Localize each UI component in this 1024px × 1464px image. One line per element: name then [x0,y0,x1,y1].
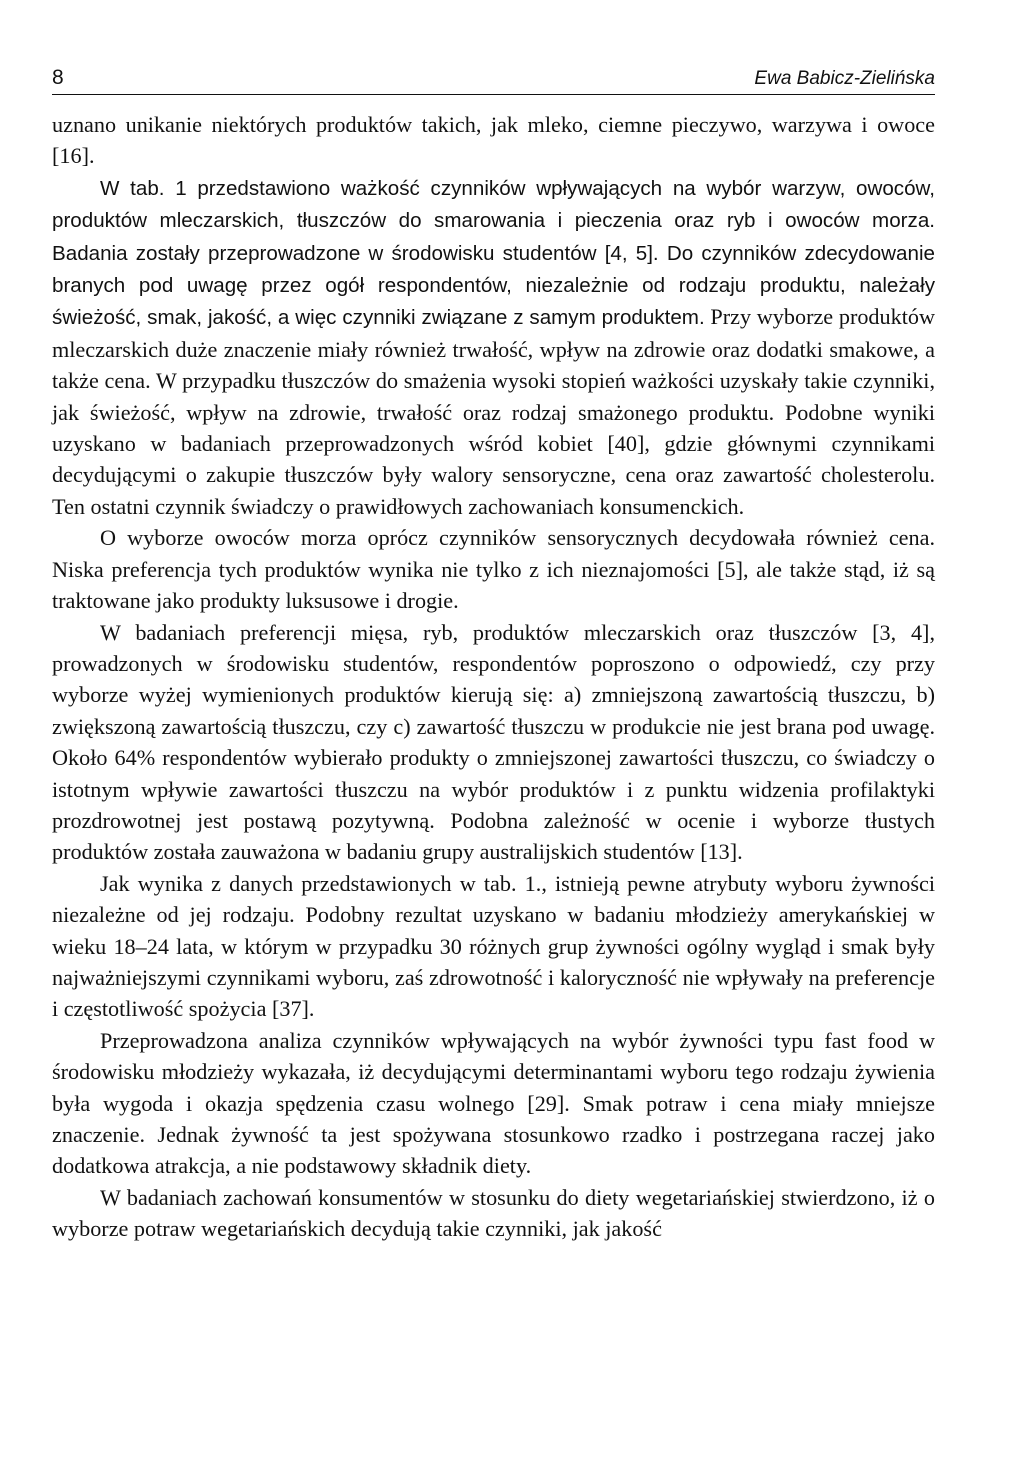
paragraph-fast-food: Przeprowadzona analiza czynników wpływających na wybór żywności typu fast food w środowisku młodzieży wykazała, iż decydującymi determinantami wyboru tego rodzaju żywienia była wygoda i okazja spędzenia czasu wolnego [29]. Smak potraw i cena miały mniejsze znaczenie. Jednak żywność ta jest spożywana stosunkowo rzadko i postrzegana raczej jako dodatkowa atrakcja, a nie podstawowy składnik diety. [52,1027,935,1179]
document-page [52,60,935,1245]
paragraph-table-factors [52,172,935,522]
paragraph-table-factors-part2: Przy wyborze produktów mleczarskich duże znaczenie miały również trwałość, wpływ na zdrowie oraz dodatki smakowe, a także cena. W przypadku tłuszczów do smażenia wysoki stopień ważkości uzyskały takie czynniki, jak świeżość, wpływ na zdrowie, trwałość oraz rodzaj smażonego produktu. Podobne wyniki uzyskano w badaniach przeprowadzonych wśród kobiet [40], gdzie głównymi czynnikami decydującymi o zakupie tłuszczów były walory sensoryczne, cena oraz zawartość cholesterolu. Ten ostatni czynnik świadczy o prawidłowych zachowaniach konsumenckich. [52,304,935,519]
running-header [52,60,935,95]
paragraph-table-factors-part1: W tab. 1 przedstawiono ważkość czynników wpływających na wybór warzyw, owoców, produktów mleczarskich, tłuszczów do smarowania i pieczenia oraz ryb i owoców morza. Badania zostały przeprowadzone w środowisku studentów [4, 5]. Do czynników zdecydowanie branych pod uwagę przez ogół respondentów, niezależnie od rodzaju produktu, należały świeżość, smak, jakość, a więc czynniki związane z samym produktem. [52,176,935,330]
paragraph-seafood: O wyborze owoców morza oprócz czynników sensorycznych decydowała również cena. Niska preferencja tych produktów wynika nie tylko z ich nieznajomości [5], ale także stąd, iż są traktowane jako produkty luksusowe i drogie. [52,525,935,614]
paragraph-attributes: Jak wynika z danych przedstawionych w tab. 1., istnieją pewne atrybuty wyboru żywności niezależne od jej rodzaju. Podobny rezultat uzyskano w badaniu młodzieży amerykańskiej w wieku 18–24 lata, w którym w przypadku 30 różnych grup żywności ogólny wygląd i smak były najważniejszymi czynnikami wyboru, zaś zdrowotność i kaloryczność nie wpływały na preferencje i częstotliwość spożycia [37]. [52,870,935,1022]
page-number: 8 [52,66,64,89]
paragraph-continuation: uznano unikanie niektórych produktów takich, jak mleko, ciemne pieczywo, warzywa i owoce [16]. [52,112,935,169]
paragraph-vegetarian: W badaniach zachowań konsumentów w stosunku do diety wegetariańskiej stwierdzono, iż o wyborze potraw wegetariańskich decydują takie czynniki, jak jakość [52,1184,935,1242]
paragraph-fat-preferences: W badaniach preferencji mięsa, ryb, produktów mleczarskich oraz tłuszczów [3, 4], prowadzonych w środowisku studentów, respondentów poproszono o odpowiedź, czy przy wyborze wyżej wymienionych produktów kierują się: a) zmniejszoną zawartością tłuszczu, b) zwiększoną zawartością tłuszczu, czy c) zawartość tłuszczu w produkcie nie jest brana pod uwagę. Około 64% respondentów wybierało produkty o zmniejszonej zawartości tłuszczu, co świadczy o istotnym wpływie zawartości tłuszczu na wybór produktów i z punktu widzenia profilaktyki prozdrowotnej jest postawą pozytywną. Podobna zależność w ocenie i wyborze tłustych produktów została zauważona w badaniu grupy australijskich studentów [13]. [52,619,935,865]
running-head-author: Ewa Babicz-Zielińska [754,68,935,89]
body-text [52,109,935,1245]
